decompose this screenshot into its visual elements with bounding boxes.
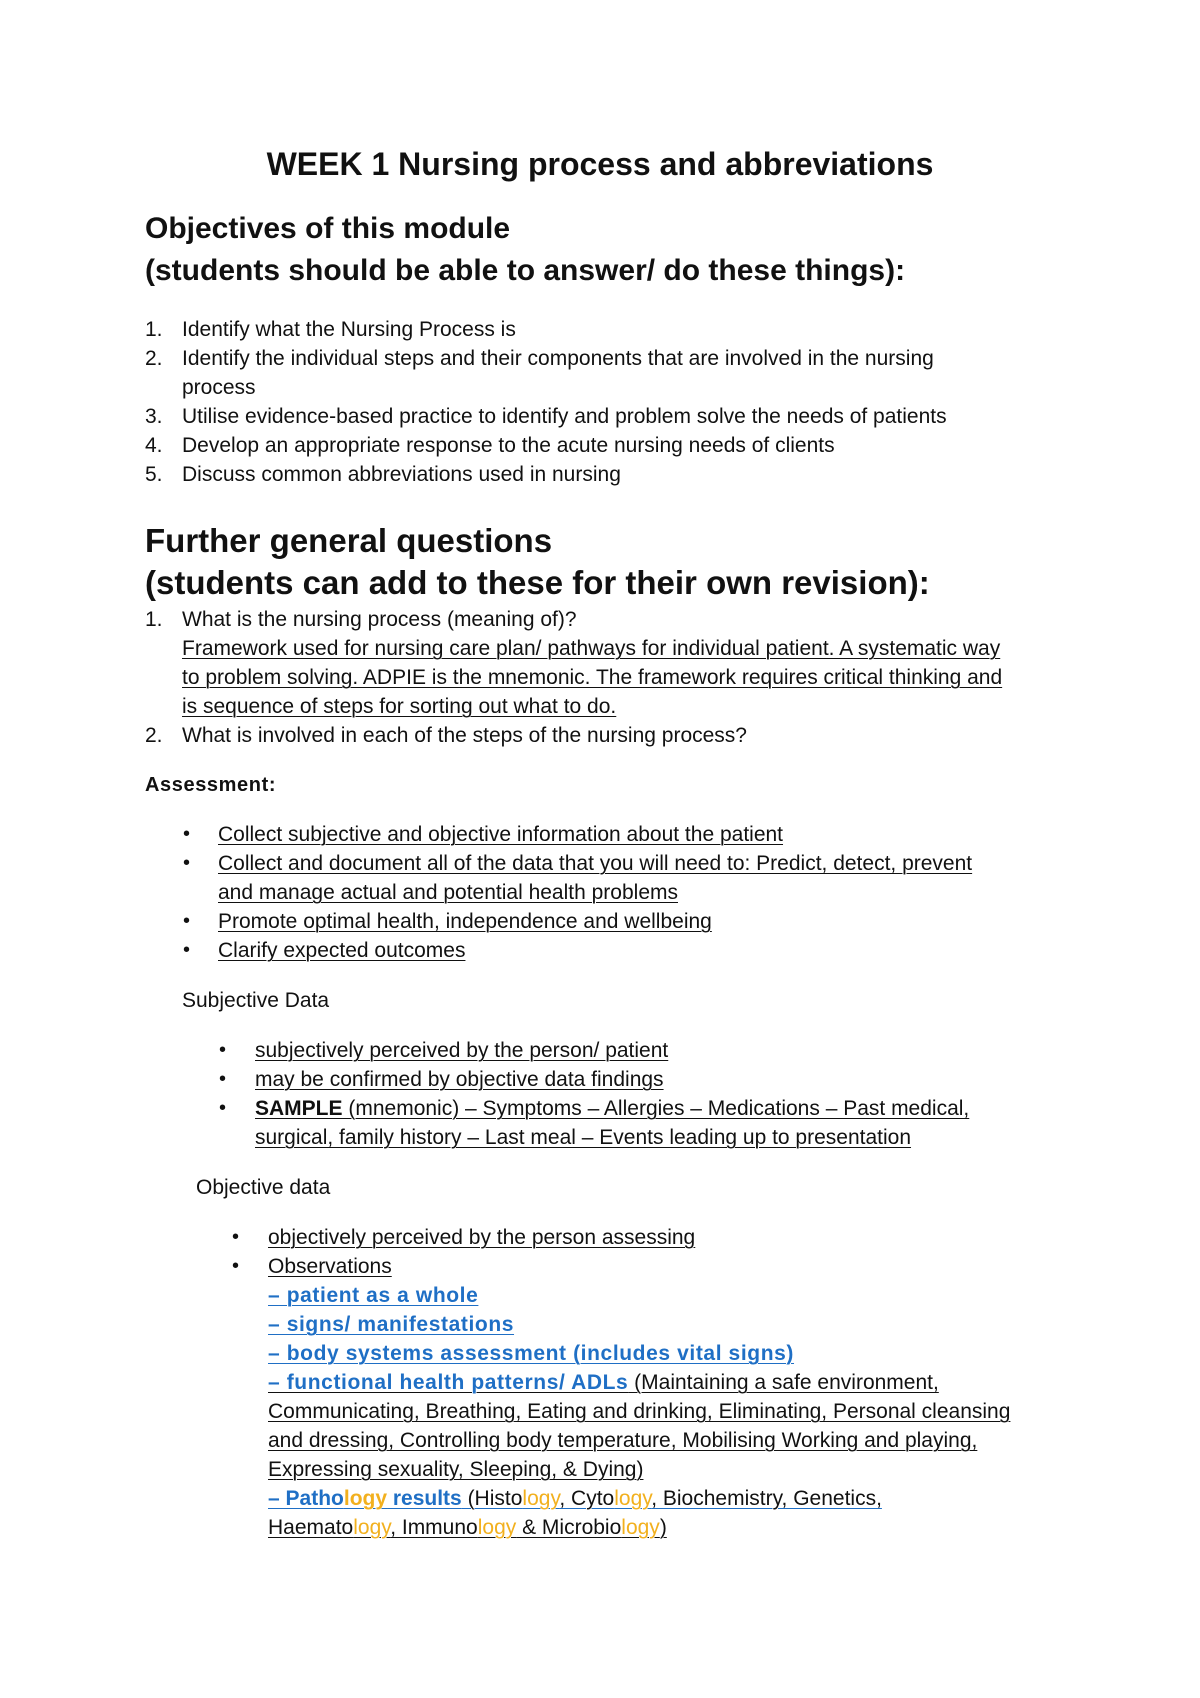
immuno-logy: logy — [477, 1516, 517, 1539]
list-item: Identify the individual steps and their components that are involved in the nursing — [182, 347, 934, 370]
subjective-heading: Subjective Data — [182, 989, 330, 1012]
pathology-micro: & Microbio — [516, 1516, 622, 1539]
pathology-haemato: Haemato — [268, 1516, 354, 1539]
pathology-open: (Histo — [461, 1487, 523, 1510]
pathology-cyto: , Cyto — [559, 1487, 615, 1510]
functional-patterns-line — [268, 1371, 939, 1395]
question-number: 1. — [145, 608, 163, 631]
list-number: 5. — [145, 463, 163, 486]
further-heading-line2: (students can add to these for their own revision): — [145, 564, 930, 601]
sample-line — [255, 1097, 969, 1121]
list-item: Utilise evidence-based practice to identify and problem solve the needs of patients — [182, 405, 947, 428]
list-item: Discuss common abbreviations used in nursing — [182, 463, 621, 486]
sample-line-continuation: surgical, family history – Last meal – Events leading up to presentation — [255, 1126, 912, 1149]
haemato-logy: logy — [353, 1516, 391, 1539]
bullet-text: objectively perceived by the person assessing — [268, 1226, 696, 1249]
pathology-immuno: , Immuno — [390, 1516, 478, 1539]
pathology-line-continuation — [268, 1516, 667, 1540]
bullet-icon: • — [232, 1226, 240, 1248]
functional-patterns-text: (Maintaining a safe environment, — [628, 1371, 939, 1394]
bullet-icon: • — [219, 1039, 227, 1061]
question-text: What is involved in each of the steps of the nursing process? — [182, 724, 747, 747]
question-number: 2. — [145, 724, 163, 747]
question-text: What is the nursing process (meaning of)? — [182, 608, 577, 631]
histo-logy: logy — [522, 1487, 560, 1510]
bullet-text: Collect subjective and objective information about the patient — [218, 823, 784, 846]
bullet-icon: • — [183, 852, 191, 874]
objectives-heading-line2: (students should be able to answer/ do these things): — [145, 254, 906, 287]
observation-item: – signs/ manifestations — [268, 1313, 515, 1336]
assessment-heading: Assessment: — [145, 774, 277, 796]
functional-patterns-continuation: Communicating, Breathing, Eating and drinking, Eliminating, Personal cleansing — [268, 1400, 1011, 1423]
pathology-dash: – Patho — [268, 1487, 344, 1510]
bullet-text-continuation: and manage actual and potential health problems — [218, 881, 678, 904]
pathology-line — [268, 1487, 882, 1511]
answer-line: Framework used for nursing care plan/ pathways for individual patient. A systematic way — [182, 637, 1001, 660]
list-number: 2. — [145, 347, 163, 370]
objective-heading: Objective data — [196, 1176, 331, 1199]
list-item: Develop an appropriate response to the acute nursing needs of clients — [182, 434, 835, 457]
pathology-close: ) — [659, 1516, 667, 1539]
list-number: 1. — [145, 318, 163, 341]
sample-label: SAMPLE — [255, 1097, 343, 1120]
bullet-text: may be confirmed by objective data findings — [255, 1068, 664, 1091]
bullet-icon: • — [219, 1097, 227, 1119]
list-number: 3. — [145, 405, 163, 428]
list-number: 4. — [145, 434, 163, 457]
functional-patterns-label: – functional health patterns/ ADLs — [268, 1371, 629, 1394]
bullet-icon: • — [183, 910, 191, 932]
page-title: WEEK 1 Nursing process and abbreviations — [266, 146, 934, 182]
objectives-heading-line1: Objectives of this module — [145, 212, 511, 245]
list-item: Identify what the Nursing Process is — [182, 318, 516, 341]
answer-line: to problem solving. ADPIE is the mnemonic. The framework requires critical thinking and — [182, 666, 1003, 689]
bullet-icon: • — [183, 939, 191, 961]
functional-patterns-continuation: Expressing sexuality, Sleeping, & Dying) — [268, 1458, 644, 1481]
bullet-text: Collect and document all of the data that you will need to: Predict, detect, prevent — [218, 852, 973, 875]
bullet-text: Observations — [268, 1255, 392, 1278]
bullet-icon: • — [232, 1255, 240, 1277]
bullet-icon: • — [219, 1068, 227, 1090]
further-heading-line1: Further general questions — [145, 522, 553, 559]
observation-item: – body systems assessment (includes vital signs) — [268, 1342, 795, 1365]
pathology-logy: logy — [343, 1487, 388, 1510]
bullet-text: Promote optimal health, independence and wellbeing — [218, 910, 712, 933]
bullet-text: Clarify expected outcomes — [218, 939, 466, 962]
microbio-logy: logy — [621, 1516, 660, 1539]
bullet-text: subjectively perceived by the person/ patient — [255, 1039, 669, 1062]
pathology-results: results — [387, 1487, 462, 1510]
list-item-continuation: process — [182, 376, 256, 399]
answer-line: is sequence of steps for sorting out what to do. — [182, 695, 617, 718]
bullet-icon: • — [183, 823, 191, 845]
functional-patterns-continuation: and dressing, Controlling body temperature, Mobilising Working and playing, — [268, 1429, 978, 1452]
observation-item: – patient as a whole — [268, 1284, 479, 1307]
sample-description: (mnemonic) – Symptoms – Allergies – Medications – Past medical, — [342, 1097, 970, 1120]
cyto-logy: logy — [614, 1487, 652, 1510]
pathology-rest: , Biochemistry, Genetics, — [651, 1487, 882, 1510]
